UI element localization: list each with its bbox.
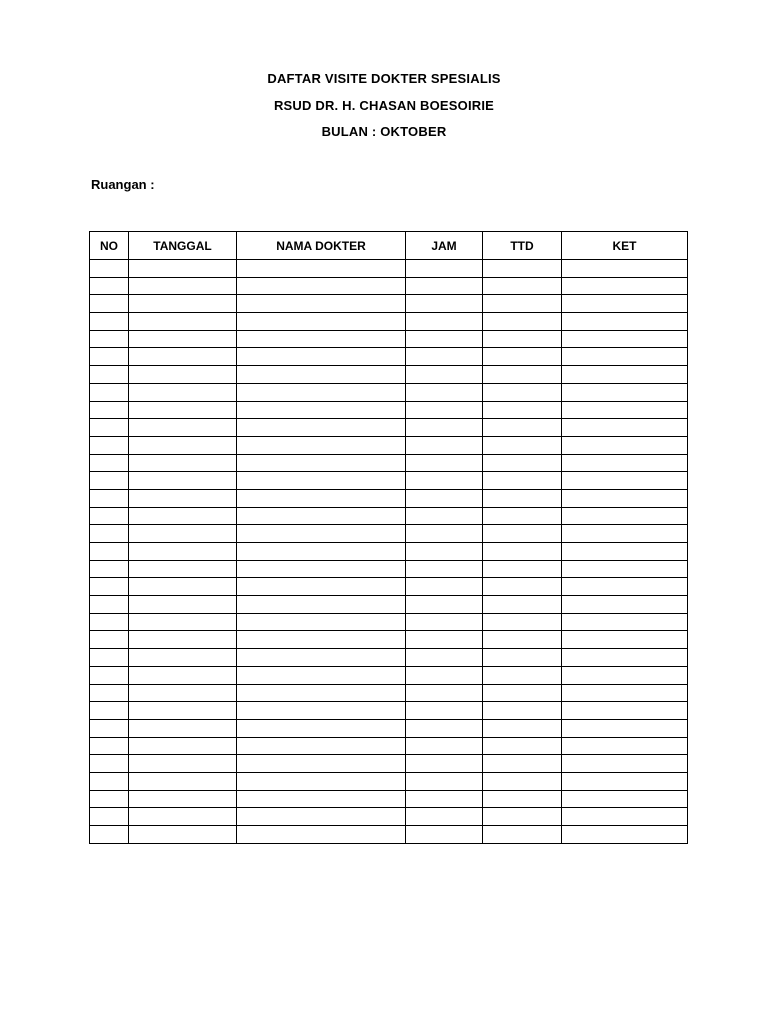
cell-ttd bbox=[483, 295, 562, 313]
room-label: Ruangan : bbox=[91, 177, 155, 192]
cell-tanggal bbox=[129, 790, 237, 808]
cell-ttd bbox=[483, 260, 562, 278]
cell-ttd bbox=[483, 666, 562, 684]
cell-tanggal bbox=[129, 666, 237, 684]
cell-nama-dokter bbox=[237, 702, 406, 720]
cell-jam bbox=[406, 596, 483, 614]
cell-ttd bbox=[483, 348, 562, 366]
cell-tanggal bbox=[129, 755, 237, 773]
table-row bbox=[90, 826, 688, 844]
table-row bbox=[90, 596, 688, 614]
table-row bbox=[90, 454, 688, 472]
cell-jam bbox=[406, 719, 483, 737]
cell-ket bbox=[562, 260, 688, 278]
cell-no bbox=[90, 578, 129, 596]
cell-jam bbox=[406, 277, 483, 295]
cell-jam bbox=[406, 348, 483, 366]
cell-ket bbox=[562, 666, 688, 684]
cell-tanggal bbox=[129, 737, 237, 755]
cell-jam bbox=[406, 649, 483, 667]
cell-no bbox=[90, 666, 129, 684]
cell-tanggal bbox=[129, 507, 237, 525]
cell-ket bbox=[562, 543, 688, 561]
cell-nama-dokter bbox=[237, 260, 406, 278]
cell-tanggal bbox=[129, 772, 237, 790]
table-row bbox=[90, 578, 688, 596]
cell-jam bbox=[406, 454, 483, 472]
cell-jam bbox=[406, 525, 483, 543]
table-row bbox=[90, 295, 688, 313]
cell-jam bbox=[406, 578, 483, 596]
table-row bbox=[90, 348, 688, 366]
cell-nama-dokter bbox=[237, 560, 406, 578]
cell-ttd bbox=[483, 489, 562, 507]
cell-nama-dokter bbox=[237, 631, 406, 649]
cell-no bbox=[90, 489, 129, 507]
cell-no bbox=[90, 755, 129, 773]
cell-ket bbox=[562, 295, 688, 313]
cell-nama-dokter bbox=[237, 790, 406, 808]
table-row bbox=[90, 613, 688, 631]
cell-no bbox=[90, 454, 129, 472]
visit-table bbox=[89, 231, 688, 844]
cell-jam bbox=[406, 737, 483, 755]
cell-nama-dokter bbox=[237, 383, 406, 401]
cell-ket bbox=[562, 631, 688, 649]
cell-no bbox=[90, 543, 129, 561]
cell-no bbox=[90, 560, 129, 578]
cell-ttd bbox=[483, 808, 562, 826]
table-row bbox=[90, 313, 688, 331]
table-row bbox=[90, 560, 688, 578]
cell-no bbox=[90, 631, 129, 649]
cell-jam bbox=[406, 666, 483, 684]
cell-tanggal bbox=[129, 631, 237, 649]
cell-jam bbox=[406, 772, 483, 790]
cell-ket bbox=[562, 401, 688, 419]
cell-nama-dokter bbox=[237, 755, 406, 773]
cell-ket bbox=[562, 755, 688, 773]
column-header-jam: JAM bbox=[406, 232, 483, 260]
cell-ket bbox=[562, 772, 688, 790]
table-row bbox=[90, 489, 688, 507]
column-header-no: NO bbox=[90, 232, 129, 260]
cell-ket bbox=[562, 472, 688, 490]
cell-ket bbox=[562, 383, 688, 401]
cell-tanggal bbox=[129, 295, 237, 313]
cell-ket bbox=[562, 507, 688, 525]
cell-tanggal bbox=[129, 383, 237, 401]
cell-no bbox=[90, 330, 129, 348]
table-row bbox=[90, 543, 688, 561]
cell-jam bbox=[406, 383, 483, 401]
cell-jam bbox=[406, 419, 483, 437]
cell-ket bbox=[562, 525, 688, 543]
cell-tanggal bbox=[129, 826, 237, 844]
cell-nama-dokter bbox=[237, 295, 406, 313]
cell-no bbox=[90, 419, 129, 437]
cell-nama-dokter bbox=[237, 330, 406, 348]
cell-ttd bbox=[483, 790, 562, 808]
cell-jam bbox=[406, 472, 483, 490]
cell-ttd bbox=[483, 684, 562, 702]
cell-no bbox=[90, 260, 129, 278]
table-row bbox=[90, 330, 688, 348]
cell-ket bbox=[562, 436, 688, 454]
table-row bbox=[90, 631, 688, 649]
cell-tanggal bbox=[129, 543, 237, 561]
cell-ket bbox=[562, 790, 688, 808]
cell-tanggal bbox=[129, 472, 237, 490]
table-row bbox=[90, 772, 688, 790]
cell-tanggal bbox=[129, 313, 237, 331]
table-row bbox=[90, 260, 688, 278]
cell-jam bbox=[406, 313, 483, 331]
cell-no bbox=[90, 525, 129, 543]
cell-ket bbox=[562, 348, 688, 366]
cell-ttd bbox=[483, 772, 562, 790]
cell-ttd bbox=[483, 649, 562, 667]
cell-ttd bbox=[483, 277, 562, 295]
cell-ket bbox=[562, 684, 688, 702]
cell-no bbox=[90, 383, 129, 401]
cell-ttd bbox=[483, 383, 562, 401]
cell-ket bbox=[562, 489, 688, 507]
cell-ttd bbox=[483, 702, 562, 720]
table-row bbox=[90, 790, 688, 808]
cell-jam bbox=[406, 702, 483, 720]
cell-nama-dokter bbox=[237, 719, 406, 737]
cell-ttd bbox=[483, 525, 562, 543]
cell-no bbox=[90, 313, 129, 331]
cell-tanggal bbox=[129, 649, 237, 667]
cell-no bbox=[90, 772, 129, 790]
table-row bbox=[90, 401, 688, 419]
cell-jam bbox=[406, 489, 483, 507]
cell-nama-dokter bbox=[237, 401, 406, 419]
cell-ttd bbox=[483, 507, 562, 525]
cell-nama-dokter bbox=[237, 436, 406, 454]
cell-nama-dokter bbox=[237, 543, 406, 561]
cell-nama-dokter bbox=[237, 826, 406, 844]
cell-no bbox=[90, 790, 129, 808]
cell-tanggal bbox=[129, 277, 237, 295]
cell-no bbox=[90, 826, 129, 844]
cell-ttd bbox=[483, 560, 562, 578]
cell-nama-dokter bbox=[237, 772, 406, 790]
table-row bbox=[90, 719, 688, 737]
document-title: DAFTAR VISITE DOKTER SPESIALIS bbox=[267, 71, 501, 86]
cell-ttd bbox=[483, 419, 562, 437]
table-row bbox=[90, 666, 688, 684]
cell-jam bbox=[406, 560, 483, 578]
table-row bbox=[90, 684, 688, 702]
cell-ttd bbox=[483, 826, 562, 844]
cell-ttd bbox=[483, 613, 562, 631]
table-row bbox=[90, 525, 688, 543]
cell-jam bbox=[406, 330, 483, 348]
cell-ttd bbox=[483, 436, 562, 454]
cell-ket bbox=[562, 419, 688, 437]
cell-tanggal bbox=[129, 260, 237, 278]
cell-ttd bbox=[483, 366, 562, 384]
cell-no bbox=[90, 277, 129, 295]
cell-jam bbox=[406, 684, 483, 702]
cell-no bbox=[90, 401, 129, 419]
cell-ket bbox=[562, 313, 688, 331]
cell-ket bbox=[562, 649, 688, 667]
cell-ttd bbox=[483, 454, 562, 472]
cell-nama-dokter bbox=[237, 613, 406, 631]
table-row bbox=[90, 472, 688, 490]
cell-jam bbox=[406, 808, 483, 826]
cell-tanggal bbox=[129, 702, 237, 720]
cell-nama-dokter bbox=[237, 737, 406, 755]
cell-ttd bbox=[483, 596, 562, 614]
cell-tanggal bbox=[129, 613, 237, 631]
cell-no bbox=[90, 472, 129, 490]
table-row bbox=[90, 436, 688, 454]
table-row bbox=[90, 277, 688, 295]
cell-ttd bbox=[483, 631, 562, 649]
cell-tanggal bbox=[129, 401, 237, 419]
cell-no bbox=[90, 507, 129, 525]
table-row bbox=[90, 649, 688, 667]
hospital-name: RSUD DR. H. CHASAN BOESOIRIE bbox=[273, 98, 495, 113]
cell-ket bbox=[562, 454, 688, 472]
cell-ket bbox=[562, 613, 688, 631]
cell-nama-dokter bbox=[237, 366, 406, 384]
cell-nama-dokter bbox=[237, 489, 406, 507]
cell-jam bbox=[406, 436, 483, 454]
cell-ttd bbox=[483, 543, 562, 561]
cell-no bbox=[90, 684, 129, 702]
cell-ket bbox=[562, 808, 688, 826]
cell-jam bbox=[406, 755, 483, 773]
cell-nama-dokter bbox=[237, 684, 406, 702]
cell-tanggal bbox=[129, 436, 237, 454]
cell-nama-dokter bbox=[237, 596, 406, 614]
cell-no bbox=[90, 596, 129, 614]
cell-tanggal bbox=[129, 366, 237, 384]
cell-ket bbox=[562, 560, 688, 578]
month-label: BULAN : OKTOBER bbox=[321, 124, 447, 139]
cell-tanggal bbox=[129, 348, 237, 366]
cell-ttd bbox=[483, 719, 562, 737]
column-header-nama-dokter: NAMA DOKTER bbox=[237, 232, 406, 260]
table-row bbox=[90, 808, 688, 826]
cell-jam bbox=[406, 401, 483, 419]
cell-tanggal bbox=[129, 596, 237, 614]
cell-tanggal bbox=[129, 719, 237, 737]
cell-no bbox=[90, 649, 129, 667]
table-row bbox=[90, 383, 688, 401]
cell-ket bbox=[562, 596, 688, 614]
cell-jam bbox=[406, 613, 483, 631]
cell-no bbox=[90, 702, 129, 720]
cell-ttd bbox=[483, 313, 562, 331]
cell-ket bbox=[562, 737, 688, 755]
column-header-tanggal: TANGGAL bbox=[129, 232, 237, 260]
cell-tanggal bbox=[129, 525, 237, 543]
cell-nama-dokter bbox=[237, 649, 406, 667]
cell-ttd bbox=[483, 401, 562, 419]
cell-nama-dokter bbox=[237, 808, 406, 826]
cell-nama-dokter bbox=[237, 277, 406, 295]
cell-nama-dokter bbox=[237, 525, 406, 543]
cell-tanggal bbox=[129, 330, 237, 348]
cell-ttd bbox=[483, 755, 562, 773]
cell-ttd bbox=[483, 330, 562, 348]
cell-ttd bbox=[483, 578, 562, 596]
cell-no bbox=[90, 436, 129, 454]
cell-no bbox=[90, 808, 129, 826]
table-row bbox=[90, 737, 688, 755]
table-body bbox=[90, 260, 688, 844]
table-header-row bbox=[90, 232, 688, 260]
cell-ttd bbox=[483, 472, 562, 490]
cell-nama-dokter bbox=[237, 472, 406, 490]
table-row bbox=[90, 755, 688, 773]
cell-jam bbox=[406, 543, 483, 561]
cell-tanggal bbox=[129, 419, 237, 437]
table-row bbox=[90, 366, 688, 384]
cell-nama-dokter bbox=[237, 507, 406, 525]
cell-tanggal bbox=[129, 560, 237, 578]
cell-ket bbox=[562, 330, 688, 348]
cell-ket bbox=[562, 578, 688, 596]
cell-no bbox=[90, 295, 129, 313]
cell-jam bbox=[406, 790, 483, 808]
cell-jam bbox=[406, 366, 483, 384]
cell-jam bbox=[406, 507, 483, 525]
cell-tanggal bbox=[129, 578, 237, 596]
cell-tanggal bbox=[129, 454, 237, 472]
cell-ket bbox=[562, 826, 688, 844]
cell-nama-dokter bbox=[237, 454, 406, 472]
cell-no bbox=[90, 613, 129, 631]
cell-tanggal bbox=[129, 808, 237, 826]
cell-ket bbox=[562, 277, 688, 295]
cell-nama-dokter bbox=[237, 666, 406, 684]
column-header-ket: KET bbox=[562, 232, 688, 260]
cell-nama-dokter bbox=[237, 348, 406, 366]
cell-ket bbox=[562, 702, 688, 720]
table-row bbox=[90, 507, 688, 525]
cell-jam bbox=[406, 295, 483, 313]
cell-nama-dokter bbox=[237, 313, 406, 331]
cell-nama-dokter bbox=[237, 419, 406, 437]
cell-jam bbox=[406, 826, 483, 844]
cell-ket bbox=[562, 719, 688, 737]
cell-jam bbox=[406, 631, 483, 649]
table-row bbox=[90, 702, 688, 720]
cell-ket bbox=[562, 366, 688, 384]
cell-tanggal bbox=[129, 489, 237, 507]
cell-tanggal bbox=[129, 684, 237, 702]
cell-jam bbox=[406, 260, 483, 278]
cell-no bbox=[90, 348, 129, 366]
cell-no bbox=[90, 737, 129, 755]
cell-no bbox=[90, 719, 129, 737]
column-header-ttd: TTD bbox=[483, 232, 562, 260]
table-row bbox=[90, 419, 688, 437]
cell-no bbox=[90, 366, 129, 384]
cell-nama-dokter bbox=[237, 578, 406, 596]
cell-ttd bbox=[483, 737, 562, 755]
